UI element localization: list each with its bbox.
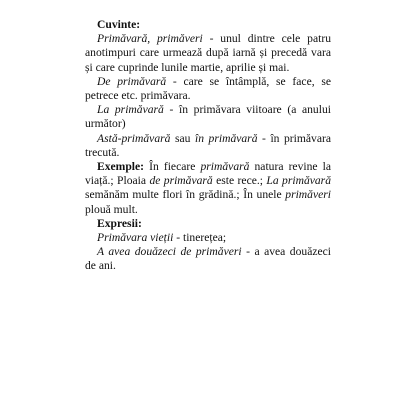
entry-term: Primăvara vieții (97, 231, 174, 245)
cuvinte-entry-1 (85, 32, 331, 75)
cuvinte-entry-2 (85, 75, 331, 103)
exemple-paragraph (85, 160, 331, 217)
exemple-part-2: primăvară (200, 160, 250, 174)
exemple-part-1: În fiecare (144, 160, 201, 174)
cuvinte-entry-4 (85, 132, 331, 160)
entry-definition: - tinerețea; (173, 231, 227, 245)
entry-joiner: sau (170, 131, 195, 145)
entry-definition: - unul dintre cele patru anotimpuri care urmează după iarnă și precedă vara și care cuprinde lunile martie, aprilie și mai. (85, 32, 331, 74)
exemple-part-9: plouă mult. (85, 202, 138, 216)
exemple-part-5: este rece.; (212, 174, 267, 188)
cuvinte-heading: Cuvinte: (97, 18, 141, 31)
exemple-part-8: primăveri (285, 188, 331, 202)
exemple-part-7: semănăm multe flori în grădină.; În unele (85, 188, 286, 202)
entry-term: A avea douăzeci de primăveri (97, 245, 242, 259)
exemple-heading: Exemple: (97, 160, 145, 174)
dictionary-page (85, 18, 331, 274)
entry-definition: - a avea douăzeci de ani. (85, 245, 332, 273)
exemple-part-4: de primăvară (149, 174, 213, 188)
entry-definition: - în primăvara viitoare (a anului următor) (85, 103, 331, 131)
exemple-part-6: La primăvară (266, 174, 331, 188)
entry-term: La primăvară (97, 103, 164, 117)
entry-term-a: Astă-primăvară (97, 131, 171, 145)
entry-term-b: în primăvară (194, 131, 258, 145)
exemple-part-3: natura revine la viață.; Ploaia (85, 160, 331, 188)
cuvinte-entry-3 (85, 103, 331, 131)
expresii-entry-2 (85, 245, 331, 273)
entry-definition: - în primăvara trecută. (85, 131, 331, 159)
entry-definition: - care se întâmplă, se face, se petrece etc. primăvara. (85, 74, 331, 103)
expresii-entry-1 (85, 231, 331, 245)
entry-term: Primăvară, primăveri (97, 32, 203, 46)
entry-term: De primăvară (97, 74, 167, 88)
expresii-heading: Expresii: (97, 216, 142, 230)
